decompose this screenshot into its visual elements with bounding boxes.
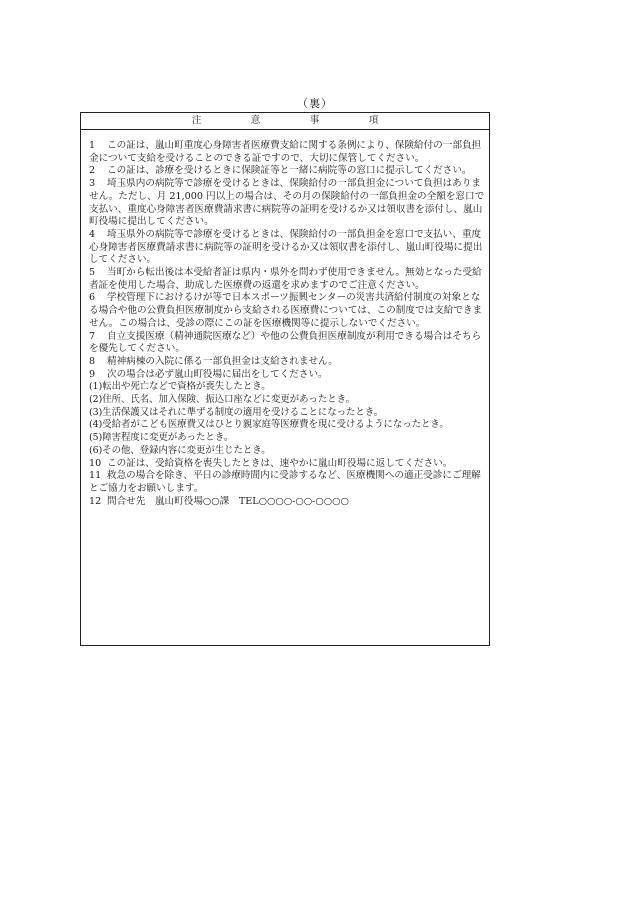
notice-item-10: 10 この証は、受給資格を喪失したときは、速やかに嵐山町役場に返してください。 bbox=[89, 457, 453, 469]
notice-box bbox=[80, 112, 490, 646]
notice-item-8: 8 精神病棟の入院に係る一部負担金は支給されません。 bbox=[89, 355, 338, 367]
notice-item-4: 4 埼玉県外の病院等で診療を受けるときは、保険給付の一部負担金を窓口で支払い、重度心身障害者医療費請求書に病院等の証明を受けるか又は領収書を添付し、嵐山町役場に提出してください。 bbox=[89, 228, 483, 266]
notice-subitem-2: (2)住所、氏名、加入保険、振込口座などに変更があったとき。 bbox=[89, 394, 355, 406]
notice-item-5: 5 当町から転出後は本受給者証は県内・県外を問わず使用できません。無効となった受給者証を使用した場合、助成した医療費の返還を求めますのでご注意ください。 bbox=[89, 267, 482, 291]
notice-item-9: 9 次の場合は必ず嵐山町役場に届出をしてください。 bbox=[89, 368, 328, 380]
notice-item-6: 6 学校管理下におけるけが等で日本スポーツ振興センターの災害共済給付制度の対象となる場合や他の公費負担医療制度から支給される医療費については、この制度では支給できません。この場合は、受診の際にこの証を医療機関等に提示しないでください。 bbox=[89, 292, 483, 329]
notice-item-12: 12 問合せ先 嵐山町役場○○課 TEL○○○○-○○-○○○○ bbox=[89, 495, 349, 507]
notice-item-3: 3 埼玉県内の病院等で診療を受けるときは、保険給付の一部負担金について負担はありません。ただし、月 21,000 円以上の場合は、その月の保険給付の一部負担金の全額を窓口で支払い、重度心身障害者医療費請求書に病院等の証明を受けるか又は領収書を添付し、嵐山町役場に提出してください。 bbox=[89, 178, 485, 228]
notice-subitem-5: (5)障害程度に変更があったとき。 bbox=[89, 432, 234, 444]
notice-item-2: 2 この証は、診療を受けるときに保険証等と一緒に病院等の窓口に提示してください。 bbox=[89, 165, 472, 177]
notice-subitem-4: (4)受給者がこども医療費又はひとり親家庭等医療費を現に受けるようになったとき。 bbox=[89, 419, 449, 431]
notice-subitem-6: (6)その他、登録内容に変更が生じたとき。 bbox=[89, 444, 271, 456]
notice-title: 注 意 事 項 bbox=[81, 113, 489, 130]
notice-items bbox=[81, 130, 489, 508]
notice-subitem-3: (3)生活保護又はそれに準ずる制度の適用を受けることになったとき。 bbox=[89, 406, 384, 418]
notice-item-11: 11 救急の場合を除き、平日の診療時間内に受診するなど、医療機関への適正受診にご理解とご協力をお願いします。 bbox=[89, 470, 481, 494]
notice-item-1: 1 この証は、嵐山町重度心身障害者医療費支給に関する条例により、保険給付の一部負担金について支給を受けることのできる証ですので、大切に保管してください。 bbox=[89, 140, 482, 164]
notice-subitem-1: (1)転出や死亡などで資格が喪失したとき。 bbox=[89, 381, 271, 393]
notice-item-7: 7 自立支援医療（精神通院医療など）や他の公費負担医療制度が利用できる場合はそちらを優先してください。 bbox=[89, 330, 482, 355]
side-label: （裏） bbox=[297, 97, 333, 110]
